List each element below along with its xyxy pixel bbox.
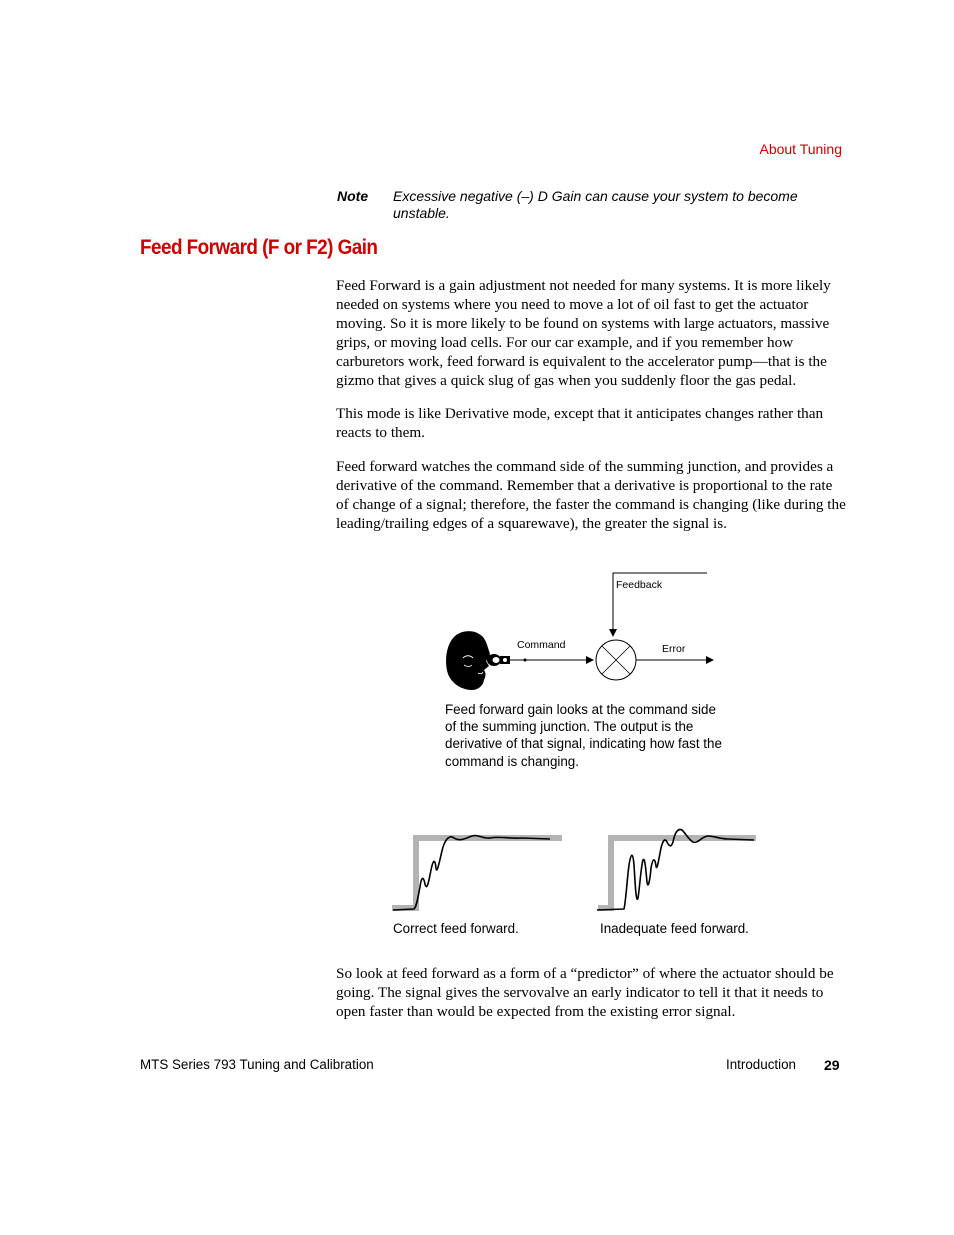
correct-feed-forward-caption: Correct feed forward. [393,921,519,936]
summing-junction-icon [596,640,636,680]
diagram-caption: Feed forward gain looks at the command side of the summing junction. The output is the derivative of that signal, indicating how fast the command is changing. [445,702,722,769]
section-heading: Feed Forward (F or F2) Gain [140,236,378,259]
command-trace [598,838,756,908]
command-label: Command [517,639,566,651]
summing-junction-diagram [420,560,730,700]
feedback-label: Feedback [616,579,663,591]
correct-feed-forward-plot [390,822,565,914]
footer-doc-title: MTS Series 793 Tuning and Calibration [140,1057,374,1072]
footer-section-name: Introduction [726,1057,796,1072]
feedback-trace [597,830,754,911]
body-paragraph: Feed Forward is a gain adjustment not needed for many systems. It is more likely needed on systems where you need to move a lot of oil fast to get the actuator moving. So it is more likely to be found on systems with large actuators, massive grips, or moving load cells. For our car example, and if you remember how carburetors work, feed forward is equivalent to the accelerator pump—that is the gizmo that gives a quick slug of gas when you suddenly floor the gas pedal. [336,277,831,389]
inadequate-feed-forward-caption: Inadequate feed forward. [600,921,749,936]
inadequate-feed-forward-plot [596,822,758,914]
body-paragraph: So look at feed forward as a form of a “predictor” of where the actuator should be going. The signal gives the servovalve an early indicator to tell it that it needs to open faster than would be expected from the existing error signal. [336,965,834,1020]
body-paragraph: Feed forward watches the command side of the summing junction, and provides a derivative of the command. Remember that a derivative is proportional to the rate of change of a signal; therefore, the faster the command is changing (like during the leading/trailing edges of a squarewave), the greater the signal is. [336,458,846,532]
page-number: 29 [824,1057,840,1073]
body-paragraph: This mode is like Derivative mode, except that it anticipates changes rather than reacts to them. [336,405,824,441]
note-text: Excessive negative (–) D Gain can cause your system to become unstable. [393,188,798,221]
running-header: About Tuning [759,141,842,157]
note-label: Note [337,188,369,204]
operator-head-icon [446,631,510,690]
error-label: Error [662,643,686,655]
